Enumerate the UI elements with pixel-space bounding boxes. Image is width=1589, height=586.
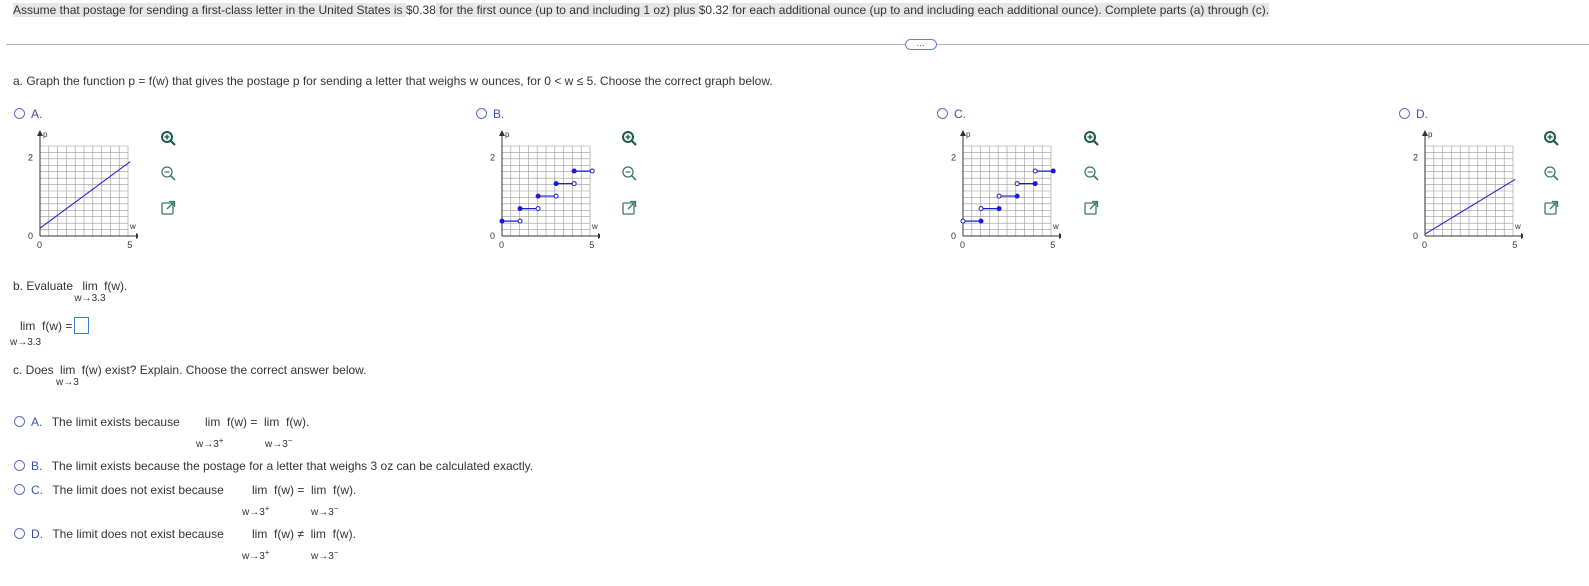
y-axis-label: p xyxy=(43,130,48,139)
step-right-point xyxy=(572,182,576,186)
option-a-label: A. xyxy=(31,107,43,121)
open-window-icon[interactable] xyxy=(1545,202,1558,215)
answer-input-box[interactable] xyxy=(74,317,89,334)
x-tick-5: 5 xyxy=(1050,240,1056,248)
sub-minus-d: w→3− xyxy=(311,548,339,562)
graph-option-d[interactable] xyxy=(1399,107,1428,121)
x-tick-5: 5 xyxy=(1512,240,1518,248)
x-axis-arrow xyxy=(1059,233,1061,239)
graph-option-b[interactable] xyxy=(476,107,504,121)
y-tick-2: 2 xyxy=(951,152,957,163)
sub-minus-a: w→3− xyxy=(265,436,293,450)
part-a-question: a. Graph the function p = f(w) that gives the postage p for sending a letter that weighs w ounces, for 0 < w ≤ 5. Choose the correct graph below. xyxy=(13,74,773,88)
x-tick-5: 5 xyxy=(589,240,595,248)
step-right-point xyxy=(518,219,522,223)
lim-word-c: lim xyxy=(60,363,76,377)
radio-b[interactable] xyxy=(476,108,487,119)
graph-option-c[interactable] xyxy=(937,107,966,121)
part-b-question xyxy=(13,279,128,304)
part-c-label: c. Does xyxy=(13,363,54,377)
step-left-point xyxy=(518,207,522,211)
y-axis-label: p xyxy=(966,130,971,139)
part-b-func: f(w). xyxy=(104,279,128,293)
x-tick-0: 0 xyxy=(960,240,966,248)
limit-option-c[interactable] xyxy=(14,483,224,497)
zoom-out-icon[interactable] xyxy=(1085,167,1098,180)
graph-c xyxy=(951,128,1061,248)
step-right-point xyxy=(536,207,540,211)
limit-expr-d: lim f(w) ≠ lim f(w). xyxy=(252,527,356,541)
part-c-func: f(w) exist? Explain. Choose the correct answer below. xyxy=(81,363,367,377)
y-tick-2: 2 xyxy=(490,152,496,163)
limit-option-b[interactable] xyxy=(14,459,533,473)
zoom-out-icon[interactable] xyxy=(623,167,636,180)
option-label: B. xyxy=(31,459,43,473)
part-b-answer xyxy=(20,317,89,334)
limit-option-d[interactable] xyxy=(14,527,224,541)
radio-c-a[interactable] xyxy=(14,416,25,427)
step-right-point xyxy=(1051,169,1055,173)
option-text: The limit does not exist because xyxy=(52,483,224,497)
x-axis-arrow xyxy=(136,233,138,239)
graph-option-a[interactable] xyxy=(14,107,42,121)
step-left-point xyxy=(979,207,983,211)
step-right-point xyxy=(1015,194,1019,198)
step-left-point xyxy=(554,182,558,186)
radio-a[interactable] xyxy=(14,108,25,119)
option-text: The limit exists because the postage for a letter that weighs 3 oz can be calculated exactly. xyxy=(51,459,534,473)
first-ounce-price: $0.38 xyxy=(405,3,436,17)
radio-c-c[interactable] xyxy=(14,484,25,495)
graph-a xyxy=(28,128,138,248)
option-b-label: B. xyxy=(493,107,505,121)
graph-b xyxy=(490,128,600,248)
x-axis-label: w xyxy=(592,222,598,231)
tools-svg xyxy=(1543,130,1561,220)
lim-word: lim xyxy=(82,279,98,293)
option-d-label: D. xyxy=(1416,107,1428,121)
zoom-tools-c xyxy=(1083,130,1101,223)
option-text: The limit does not exist because xyxy=(52,527,224,541)
y-axis-label: p xyxy=(1428,130,1433,139)
step-right-point xyxy=(979,219,983,223)
option-label: A. xyxy=(31,415,43,429)
y-tick-2: 2 xyxy=(1413,152,1419,163)
step-right-point xyxy=(997,207,1001,211)
option-text: The limit exists because xyxy=(51,415,180,429)
x-tick-0: 0 xyxy=(1422,240,1428,248)
step-left-point xyxy=(1033,169,1037,173)
answer-sub: w→3.3 xyxy=(10,337,42,348)
x-axis-arrow xyxy=(1521,233,1523,239)
sub-plus-c: w→3+ xyxy=(242,504,270,518)
open-window-icon[interactable] xyxy=(162,202,175,215)
zoom-tools-d xyxy=(1543,130,1561,223)
prompt-text-2: for the first ounce (up to and including 1 oz) plus xyxy=(435,3,699,17)
graph-d xyxy=(1413,128,1523,248)
additional-ounce-price: $0.32 xyxy=(698,3,729,17)
sub-plus-a: w→3+ xyxy=(196,436,224,450)
radio-c-d[interactable] xyxy=(14,528,25,539)
zoom-in-icon[interactable] xyxy=(623,132,636,145)
limit-expr-a: lim f(w) = lim f(w). xyxy=(205,415,310,429)
x-tick-0: 0 xyxy=(499,240,505,248)
step-right-point xyxy=(1033,182,1037,186)
y-tick-2: 2 xyxy=(28,152,34,163)
step-left-point xyxy=(536,194,540,198)
zoom-in-icon[interactable] xyxy=(1545,132,1558,145)
step-left-point xyxy=(500,219,504,223)
sub-minus-c: w→3− xyxy=(311,504,339,518)
limit-expr-c: lim f(w) = lim f(w). xyxy=(252,483,357,497)
radio-c-b[interactable] xyxy=(14,460,25,471)
prompt-text-1: Assume that postage for sending a first-class letter in the United States is xyxy=(13,3,406,17)
x-tick-0: 0 xyxy=(37,240,43,248)
zoom-in-icon[interactable] xyxy=(1085,132,1098,145)
part-b-label: b. Evaluate xyxy=(13,279,74,293)
lim-sub: w→3.3 xyxy=(74,293,106,304)
x-axis-label: w xyxy=(1515,222,1521,231)
step-left-point xyxy=(997,194,1001,198)
option-c-label: C. xyxy=(954,107,966,121)
sub-plus-d: w→3+ xyxy=(242,548,270,562)
radio-c[interactable] xyxy=(937,108,948,119)
limit-option-a[interactable] xyxy=(14,415,180,429)
step-right-point xyxy=(554,194,558,198)
show-more-button[interactable]: … xyxy=(905,39,937,50)
prompt-text-3: for each additional ounce (up to and including each additional ounce). Complete parts (a) through (c). xyxy=(728,3,1270,17)
zoom-out-icon[interactable] xyxy=(1545,167,1558,180)
step-left-point xyxy=(1015,182,1019,186)
tools-svg xyxy=(160,130,178,220)
option-label: D. xyxy=(31,527,43,541)
step-right-point xyxy=(590,169,594,173)
x-axis-label: w xyxy=(130,222,136,231)
x-tick-5: 5 xyxy=(127,240,133,248)
tools-svg xyxy=(621,130,639,220)
y-tick-0: 0 xyxy=(490,231,496,241)
zoom-tools-b xyxy=(621,130,639,223)
step-left-point xyxy=(572,169,576,173)
graph-line xyxy=(1425,179,1515,234)
y-axis-label: p xyxy=(505,130,510,139)
lim-sub-c: w→3 xyxy=(56,377,79,388)
answer-lhs: lim f(w) = xyxy=(20,319,73,333)
tools-svg xyxy=(1083,130,1101,220)
zoom-in-icon[interactable] xyxy=(162,132,175,145)
question-prompt xyxy=(13,3,1269,17)
zoom-out-icon[interactable] xyxy=(162,167,175,180)
option-label: C. xyxy=(31,483,43,497)
y-tick-0: 0 xyxy=(28,231,34,241)
radio-d[interactable] xyxy=(1399,108,1410,119)
separator xyxy=(6,44,1589,45)
x-axis-label: w xyxy=(1053,222,1059,231)
zoom-tools-a xyxy=(160,130,178,223)
y-tick-0: 0 xyxy=(1413,231,1419,241)
open-window-icon[interactable] xyxy=(1085,202,1098,215)
y-tick-0: 0 xyxy=(951,231,957,241)
open-window-icon[interactable] xyxy=(623,202,636,215)
step-left-point xyxy=(961,219,965,223)
part-c-question xyxy=(13,363,367,388)
x-axis-arrow xyxy=(598,233,600,239)
